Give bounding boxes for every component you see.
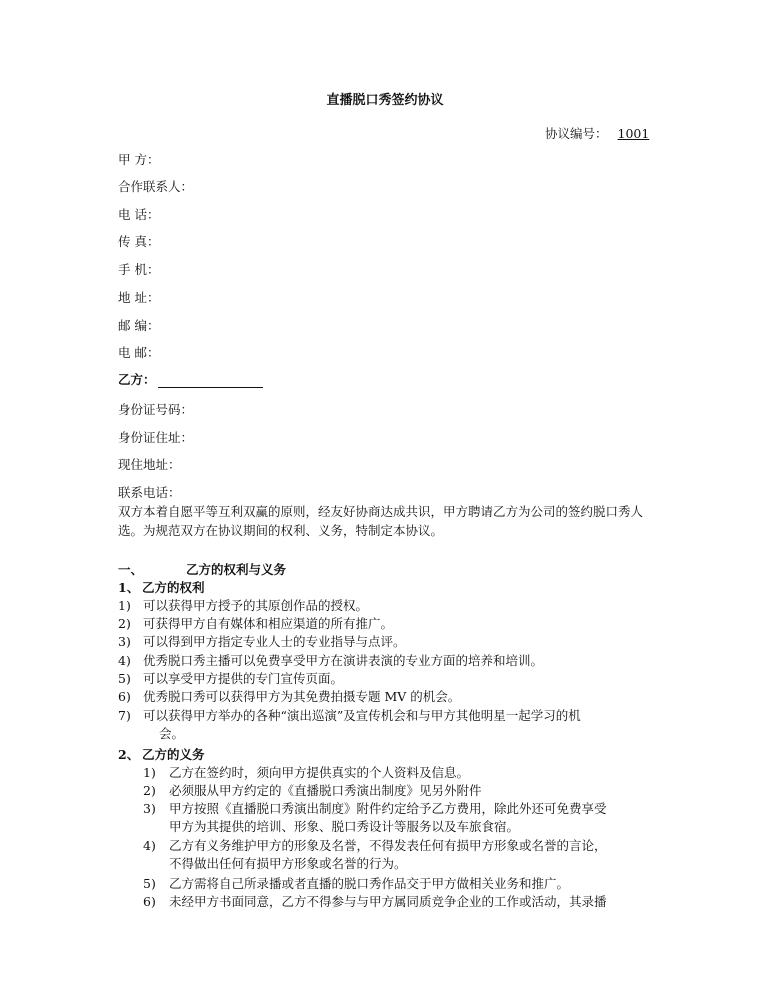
agreement-number [545,124,657,142]
duties-item-number: 4) [143,838,156,853]
section-1-heading [118,560,286,578]
rights-item-number: 5) [118,671,131,686]
duties-item-number: 1) [143,765,156,780]
party-a-postcode-field: 邮 编： [118,318,160,333]
party-a-mobile-field: 手 机： [118,262,160,277]
rights-number: 1、 [118,580,140,595]
duties-item-text: 乙方有义务维护甲方的形象及名誉，不得发表任何有损甲方形象或名誉的言论， [169,838,607,853]
rights-item-number: 6) [118,689,131,704]
section-1-number: 一、 [118,562,144,577]
section-1-title: 乙方的权利与义务 [186,562,287,577]
party-b-name-blank [158,374,263,388]
party-a-email-field: 电 邮： [118,345,160,360]
rights-item-text: 可以得到甲方指定专业人士的专业指导与点评。 [143,634,406,649]
duties-heading [118,745,205,763]
rights-item-number: 4) [118,653,131,668]
agreement-number-value: 1001 [617,126,650,141]
intro-paragraph: 双方本着自愿平等互利双赢的原则，经友好协商达成共识，甲方聘请乙方为公司的签约脱口秀人选。为规范双方在协议期间的权利、义务，特制定本协议。 [118,504,644,538]
rights-title: 乙方的权利 [142,580,205,595]
duties-number: 2、 [118,747,140,762]
duties-item-text-continued: 不得做出任何有损甲方形象或名誉的行为。 [169,856,407,871]
rights-item-text: 可以获得甲方举办的各种“演出巡演”及宣传机会和与甲方其他明星一起学习的机 [143,708,581,723]
duties-item-text-continued: 甲方为其提供的培训、形象、脱口秀设计等服务以及车旅食宿。 [169,819,520,834]
rights-item-number: 7) [118,708,131,723]
rights-item-text: 可以获得甲方授予的其原创作品的授权。 [143,598,369,613]
party-b-id-address-field: 身份证住址： [118,430,194,445]
party-a-address-field: 地 址： [118,290,160,305]
rights-heading [118,578,205,596]
agreement-number-label: 协议编号： [545,126,608,141]
rights-item-text: 可获得甲方自有媒体和相应渠道的所有推广。 [143,616,394,631]
document-title: 直播脱口秀签约协议 [326,93,444,108]
party-a-fax-field: 传 真： [118,234,160,249]
party-b-row [118,370,263,388]
party-a-contact-field: 合作联系人： [118,179,194,194]
rights-item-text-continued: 会。 [159,726,185,741]
party-a-phone-field: 电 话： [118,207,160,222]
duties-item-text: 甲方按照《直播脱口秀演出制度》附件约定给予乙方费用，除此外还可免费享受 [169,801,607,816]
party-a-label: 甲 方： [118,152,160,167]
rights-item-number: 1) [118,598,131,613]
duties-item-number: 2) [143,783,156,798]
duties-item-number: 6) [143,894,156,909]
duties-item-number: 5) [143,876,156,891]
party-b-current-address-field: 现住地址： [118,457,181,472]
duties-item-number: 3) [143,801,156,816]
rights-item-text: 优秀脱口秀可以获得甲方为其免费拍摄专题 MV 的机会。 [143,689,461,704]
party-b-id-number-field: 身份证号码： [118,402,194,417]
rights-item-number: 2) [118,616,131,631]
duties-item-text: 未经甲方书面同意，乙方不得参与与甲方属同质竞争企业的工作或活动，其录播 [169,894,607,909]
rights-item-number: 3) [118,634,131,649]
party-b-label: 乙方： [118,372,156,387]
duties-item-text: 必须服从甲方约定的《直播脱口秀演出制度》见另外附件 [169,783,482,798]
rights-item-text: 可以享受甲方提供的专门宣传页面。 [143,671,344,686]
party-b-phone-field: 联系电话： [118,485,181,500]
duties-item-text: 乙方需将自己所录播或者直播的脱口秀作品交于甲方做相关业务和推广。 [169,876,570,891]
duties-item-text: 乙方在签约时，须向甲方提供真实的个人资料及信息。 [169,765,470,780]
rights-item-text: 优秀脱口秀主播可以免费享受甲方在演讲表演的专业方面的培养和培训。 [143,653,544,668]
duties-title: 乙方的义务 [142,747,205,762]
